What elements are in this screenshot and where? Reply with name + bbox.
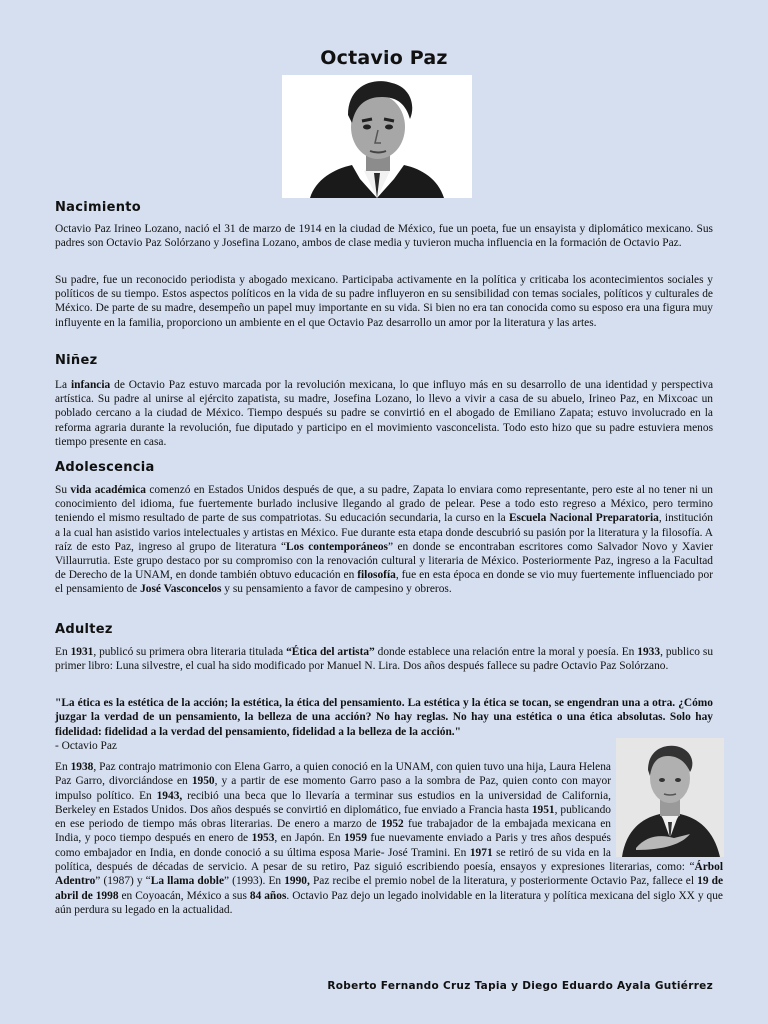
page-title: Octavio Paz (320, 47, 448, 69)
section-heading-nacimiento: Nacimiento (55, 200, 142, 215)
adolescencia-paragraph: Su vida académica comenzó en Estados Unidos después de que, a su padre, Zapata lo enviara como representante, pero este al no tener ni un conocimiento del idioma, fue fuertemente burlado inclusive llegando al grado de pelear. Pese a todo esto regreso a México, pero termino teniendo el mismo resultado de parte de sus compatriotas. Su educación secundaria, la curso en la Escuela Nacional Preparatoria, institución a la cual han asistido varios intelectuales y artistas en México. Fue durante esta etapa donde descubrió su pasión por la literatura y la filosofía. A raíz de esto Paz, ingreso al grupo de literatura “Los contemporáneos” en donde se encontraban escritores como Salvador Novo y Xavier Villaurrutia. Este grupo destaco por su compromiso con la renovación cultural y literaria de México. Posteriormente Paz, ingreso a la Facultad de Derecho de la UNAM, en donde también obtuvo educación en filosofía, fue en esta época en donde se vio muy fuertemente influenciado por el pensamiento de José Vasconcelos y su pensamiento a favor de campesino y obreros. (55, 484, 713, 596)
adultez-paragraph-1: En 1931, publicó su primera obra literaria titulada “Ética del artista” donde establece una relación entre la moral y poesía. En 1933, publico su primer libro: Luna silvestre, el cual ha sido modificado por Manuel N. Lira. Dos años después fallece su padre Octavio Paz Solórzano. (55, 646, 714, 673)
ninez-paragraph: La infancia de Octavio Paz estuvo marcada por la revolución mexicana, lo que influyo más en su desarrollo de una identidad y perspectiva artística. Su padre al unirse al ejército zapatista, su madre, Josefina Lozano, lo llevo a vivir a casa de su abuelo, Irineo Paz, en Mixcoac un poblado cercano a la ciudad de México. Tiempo después su padre se convirtió en el abogado de Emiliano Zapata; estuvo involucrado en la reforma agraria durante la revolución, fue diputado y participo en el movimiento vasconcelista. Todo esto hizo que su padre estuviera menos tiempo presente en casa. (55, 379, 713, 448)
section-heading-adultez: Adultez (55, 622, 113, 637)
nacimiento-paragraph-2: Su padre, fue un reconocido periodista y abogado mexicano. Participaba activamente en la política y criticaba los acontecimientos sociales y políticos de su tiempo. Estos aspectos políticos en la vida de su padre influyeron en su sensibilidad con temas sociales, políticos y culturales de México. De parte de su madre, desempeño un papel muy importante en su vida. Si bien no era tan conocida como su esposo era una figura muy influyente en la familia, proporciono un ambiente en el que Octavio Paz desarrollo un amor por la literatura y las artes. (55, 274, 713, 329)
octavio-paz-quote (55, 696, 713, 754)
adultez-paragraph-2: En 1938, Paz contrajo matrimonio con Elena Garro, a quien conoció en la UNAM, con quien tuvo una hija, Laura Helena Paz Garro, divorciándose en 1950, y a partir de ese momento Garro paso a la sombra de Paz, quien conto con mayor impulso político. En 1943, recibió una beca que lo llevaría a terminar sus estudios en la universidad de California, Berkeley en Estados Unidos. Dos años después se convirtió en diplomático, fue enviado a Francia hasta 1951, publicando en ese periodo de tiempo más obras literarias. De enero a marzo de 1952 fue trabajador de la embajada mexicana en India, y poco tiempo después en enero de 1953, en Japón. En 1959 fue nuevamente enviado a Paris y tres años después como embajador en India, en donde conoció a su última esposa Marie- José Tramini. En 1971 se retiró de su vida en la política, después de décadas de servicio. A pesar de su retiro, Paz siguió escribiendo poesía, ensayos y expresiones literarias, como: “Árbol Adentro” (1987) y “La llama doble” (1993). En 1990, Paz recibe el premio nobel de la literatura, y posteriormente Octavio Paz, fallece el 19 de abril de 1998 en Coyoacán, México a sus 84 años. Octavio Paz dejo un legado inolvidable en la literatura y política mexicana del siglo XX y que aún perdura su legado en la actualidad. (55, 761, 723, 916)
portrait-image (282, 75, 472, 198)
section-heading-adolescencia: Adolescencia (55, 460, 155, 475)
nacimiento-paragraph-1: Octavio Paz Irineo Lozano, nació el 31 de marzo de 1914 en la ciudad de México, fue un poeta, fue un ensayista y diplomático mexicano. Sus padres son Octavio Paz Solórzano y Josefina Lozano, ambos de clase media y tuvieron mucha influencia en la formación de Octavio Paz. (55, 223, 713, 250)
authors-footer: Roberto Fernando Cruz Tapia y Diego Eduardo Ayala Gutiérrez (327, 980, 713, 992)
portrait-photo-top (282, 75, 472, 198)
quote-text: "La ética es la estética de la acción; la estética, la ética del pensamiento. La estética y la ética se tocan, se engendran una a otra. ¿Cómo juzgar la verdad de un pensamiento, la belleza de una acción? No hay reglas. No hay una estética o una ética absolutas. Solo hay fidelidad: fidelidad a la verdad del pensamiento, fidelidad a la belleza de la acción." (55, 697, 713, 738)
quote-author: - Octavio Paz (55, 740, 117, 753)
section-heading-ninez: Niñez (55, 353, 98, 368)
